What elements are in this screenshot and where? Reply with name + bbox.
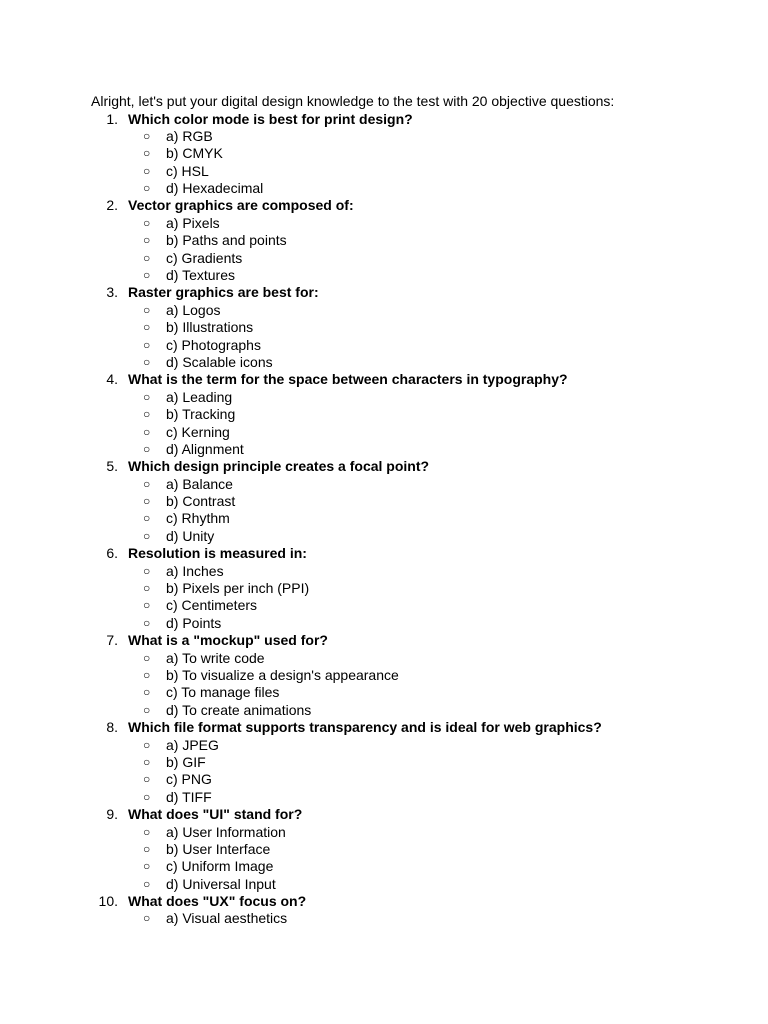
option-item (0, 476, 768, 493)
option-item (0, 597, 768, 614)
question-line (0, 111, 768, 128)
option-text: c) PNG (166, 771, 212, 788)
option-list (0, 650, 768, 720)
option-text: a) User Information (166, 823, 286, 840)
intro-text: Alright, let's put your digital design knowledge to the test with 20 objective questions: (91, 93, 615, 109)
option-item (0, 267, 768, 284)
hollow-circle-bullet-icon: ○ (143, 181, 151, 196)
hollow-circle-bullet-icon: ○ (143, 685, 151, 700)
question-item (0, 806, 768, 893)
option-text: b) Paths and points (166, 232, 287, 249)
option-text: d) Textures (166, 267, 235, 284)
option-text: b) Pixels per inch (PPI) (166, 580, 310, 597)
option-text: b) User Interface (166, 840, 271, 857)
option-text: d) Unity (166, 527, 215, 544)
question-text: What does "UI" stand for? (128, 806, 303, 823)
option-text: a) Inches (166, 562, 224, 579)
option-text: a) Balance (166, 475, 233, 492)
option-text: b) To visualize a design's appearance (166, 667, 399, 683)
question-text: Which design principle creates a focal point? (128, 458, 430, 475)
hollow-circle-bullet-icon: ○ (143, 146, 151, 161)
option-item (0, 858, 768, 875)
option-item (0, 145, 768, 162)
hollow-circle-bullet-icon: ○ (143, 650, 151, 665)
hollow-circle-bullet-icon: ○ (143, 598, 151, 613)
option-item (0, 824, 768, 841)
option-item (0, 424, 768, 441)
option-text: c) To manage files (166, 684, 280, 701)
hollow-circle-bullet-icon: ○ (143, 876, 151, 891)
option-text: b) CMYK (166, 145, 223, 162)
option-list (0, 302, 768, 372)
option-text: a) Leading (166, 388, 233, 405)
option-item (0, 737, 768, 754)
hollow-circle-bullet-icon: ○ (143, 389, 151, 404)
option-text: d) To create animations (166, 701, 312, 718)
hollow-circle-bullet-icon: ○ (143, 320, 151, 335)
option-item (0, 180, 768, 197)
question-item (0, 893, 768, 928)
option-list (0, 128, 768, 198)
option-item (0, 528, 768, 545)
option-text: d) TIFF (166, 788, 212, 805)
option-item (0, 702, 768, 719)
hollow-circle-bullet-icon: ○ (143, 737, 151, 752)
hollow-circle-bullet-icon: ○ (143, 789, 151, 804)
question-text: What does "UX" focus on? (128, 893, 307, 910)
option-item (0, 684, 768, 701)
question-text: What is the term for the space between characters in typography? (128, 371, 568, 388)
option-item (0, 876, 768, 893)
question-line (0, 632, 768, 649)
option-text: c) Gradients (166, 249, 243, 266)
question-number: 1. (106, 110, 118, 127)
option-item (0, 128, 768, 145)
option-text: a) Pixels (166, 214, 220, 231)
question-item (0, 371, 768, 458)
option-item (0, 302, 768, 319)
question-item (0, 632, 768, 719)
hollow-circle-bullet-icon: ○ (143, 528, 151, 543)
option-text: c) Kerning (166, 423, 230, 440)
question-text: Which color mode is best for print design? (128, 110, 413, 127)
hollow-circle-bullet-icon: ○ (143, 772, 151, 787)
hollow-circle-bullet-icon: ○ (143, 563, 151, 578)
hollow-circle-bullet-icon: ○ (143, 476, 151, 491)
hollow-circle-bullet-icon: ○ (143, 128, 151, 143)
question-line (0, 458, 768, 475)
question-line (0, 893, 768, 910)
option-item (0, 667, 768, 684)
question-number: 4. (106, 371, 118, 388)
question-number: 3. (106, 284, 118, 301)
option-text: a) RGB (166, 127, 213, 144)
option-list (0, 910, 768, 927)
option-item (0, 232, 768, 249)
question-number: 7. (106, 632, 118, 649)
option-item (0, 215, 768, 232)
option-text: a) Visual aesthetics (166, 910, 288, 927)
option-text: c) Rhythm (166, 510, 230, 527)
question-text: What is a "mockup" used for? (128, 632, 328, 649)
option-list (0, 476, 768, 546)
hollow-circle-bullet-icon: ○ (143, 754, 151, 769)
option-list (0, 215, 768, 285)
option-text: d) Points (166, 614, 222, 631)
hollow-circle-bullet-icon: ○ (143, 494, 151, 509)
option-list (0, 389, 768, 459)
question-number: 5. (106, 458, 118, 475)
hollow-circle-bullet-icon: ○ (143, 581, 151, 596)
option-text: d) Hexadecimal (166, 180, 264, 197)
option-item (0, 337, 768, 354)
hollow-circle-bullet-icon: ○ (143, 824, 151, 839)
hollow-circle-bullet-icon: ○ (143, 441, 151, 456)
option-text: d) Alignment (166, 440, 244, 457)
option-item (0, 563, 768, 580)
question-item (0, 458, 768, 545)
question-item (0, 545, 768, 632)
hollow-circle-bullet-icon: ○ (143, 233, 151, 248)
question-list (0, 111, 768, 928)
option-item (0, 493, 768, 510)
option-text: c) Uniform Image (166, 858, 274, 875)
option-item (0, 389, 768, 406)
question-line (0, 371, 768, 388)
hollow-circle-bullet-icon: ○ (143, 250, 151, 265)
option-item (0, 580, 768, 597)
question-line (0, 197, 768, 214)
hollow-circle-bullet-icon: ○ (143, 407, 151, 422)
option-text: b) Tracking (166, 406, 236, 423)
hollow-circle-bullet-icon: ○ (143, 215, 151, 230)
question-line (0, 806, 768, 823)
question-text: Raster graphics are best for: (128, 284, 319, 301)
option-item (0, 406, 768, 423)
option-item (0, 650, 768, 667)
option-item (0, 163, 768, 180)
question-item (0, 197, 768, 284)
option-text: d) Universal Input (166, 875, 276, 892)
option-text: a) To write code (166, 649, 265, 666)
option-item (0, 771, 768, 788)
question-item (0, 111, 768, 198)
option-text: c) HSL (166, 162, 209, 179)
question-number: 2. (106, 197, 118, 214)
hollow-circle-bullet-icon: ○ (143, 859, 151, 874)
hollow-circle-bullet-icon: ○ (143, 911, 151, 926)
option-text: b) Contrast (166, 493, 236, 510)
option-item (0, 841, 768, 858)
option-item (0, 354, 768, 371)
option-list (0, 824, 768, 894)
hollow-circle-bullet-icon: ○ (143, 841, 151, 856)
question-line (0, 284, 768, 301)
hollow-circle-bullet-icon: ○ (143, 424, 151, 439)
option-item (0, 910, 768, 927)
question-text: Resolution is measured in: (128, 545, 307, 562)
option-text: a) JPEG (166, 736, 219, 753)
question-number: 8. (106, 719, 118, 736)
option-item (0, 510, 768, 527)
hollow-circle-bullet-icon: ○ (143, 354, 151, 369)
question-line (0, 719, 768, 736)
hollow-circle-bullet-icon: ○ (143, 302, 151, 317)
option-item (0, 754, 768, 771)
question-item (0, 284, 768, 371)
question-text: Which file format supports transparency and is ideal for web graphics? (128, 719, 602, 736)
option-text: c) Centimeters (166, 597, 258, 614)
hollow-circle-bullet-icon: ○ (143, 668, 151, 682)
question-text: Vector graphics are composed of: (128, 197, 354, 214)
option-text: d) Scalable icons (166, 353, 273, 370)
question-item (0, 719, 768, 806)
option-item (0, 250, 768, 267)
hollow-circle-bullet-icon: ○ (143, 268, 151, 283)
option-item (0, 615, 768, 632)
hollow-circle-bullet-icon: ○ (143, 511, 151, 526)
option-list (0, 563, 768, 633)
hollow-circle-bullet-icon: ○ (143, 337, 151, 352)
option-text: b) GIF (166, 753, 206, 770)
option-text: a) Logos (166, 301, 221, 318)
hollow-circle-bullet-icon: ○ (143, 702, 151, 717)
question-number: 9. (106, 806, 118, 823)
hollow-circle-bullet-icon: ○ (143, 163, 151, 178)
question-number: 6. (106, 545, 118, 562)
question-line (0, 545, 768, 562)
option-text: c) Photographs (166, 336, 261, 353)
option-text: b) Illustrations (166, 319, 254, 336)
option-item (0, 441, 768, 458)
option-list (0, 737, 768, 807)
question-number: 10. (98, 893, 118, 910)
option-item (0, 319, 768, 336)
hollow-circle-bullet-icon: ○ (143, 615, 151, 630)
option-item (0, 789, 768, 806)
